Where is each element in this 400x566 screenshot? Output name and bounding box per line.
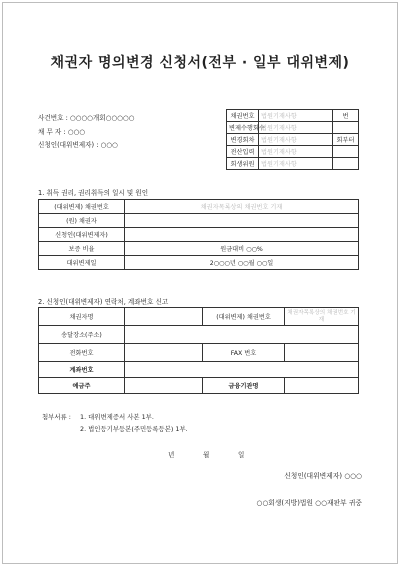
phone-label: 전화번호: [39, 344, 125, 362]
attachments-label: 첨부서류 :: [42, 413, 71, 421]
case-number: 사건번호 : ○○○○개회○○○○○: [38, 114, 135, 122]
creditor-name-label: 채권자명: [39, 308, 125, 326]
section2-table: [38, 307, 359, 394]
applicant-line: 신청인(대위변제자) : ○○○: [38, 141, 118, 149]
section1-table: [38, 199, 359, 270]
court-use-box: [226, 109, 359, 170]
guarantee-ratio-field[interactable]: 원금대비 ○○%: [125, 242, 359, 256]
box-value: 법원기재사항: [259, 146, 333, 158]
box-label: 전산입력: [227, 146, 259, 158]
date-day: 일: [238, 451, 245, 459]
box-suffix: 번: [333, 110, 359, 122]
fax-field[interactable]: [285, 344, 359, 362]
box-suffix: 회부터: [333, 134, 359, 146]
claim-number-field[interactable]: 채권자목록상의 채권번호 기재: [285, 308, 359, 326]
claim-number-label: (대위변제) 채권번호: [39, 200, 125, 214]
box-label: 변경회차: [227, 134, 259, 146]
date-year: 년: [168, 451, 175, 459]
address-field[interactable]: [125, 326, 359, 344]
bank-field[interactable]: [285, 378, 359, 394]
attachment-item: 1. 대위변제증서 사본 1부.: [80, 413, 154, 421]
applicant-field[interactable]: [125, 228, 359, 242]
box-value: 법원기재사항: [259, 158, 333, 170]
box-label: 회생위원: [227, 158, 259, 170]
box-value: 법원기재사항: [259, 134, 333, 146]
original-creditor-field[interactable]: [125, 214, 359, 228]
date-month: 월: [203, 451, 210, 459]
claim-number-field[interactable]: 채권자목록상의 채권번호 기재: [125, 200, 359, 214]
bank-label: 금융기관명: [203, 378, 285, 394]
subrogation-date-label: 대위변제일: [39, 256, 125, 270]
box-value: 법원기재사항: [259, 110, 333, 122]
box-suffix: [333, 158, 359, 170]
section1-heading: 1. 취득 권리, 권리취득의 일시 및 원인: [38, 189, 149, 197]
debtor: 채 무 자 : ○○○: [38, 128, 85, 136]
box-value: 법원기재사항: [259, 122, 333, 134]
account-label: 계좌번호: [39, 362, 125, 378]
box-label: 채권번호: [227, 110, 259, 122]
box-suffix: [333, 122, 359, 134]
phone-field[interactable]: [125, 344, 203, 362]
document-title: 채권자 명의변경 신청서(전부 · 일부 대위변제): [50, 55, 350, 71]
subrogation-date-field[interactable]: 2○○○년 ○○월 ○○일: [125, 256, 359, 270]
claim-number-label: (대위변제) 채권번호: [203, 308, 285, 326]
box-suffix: [333, 146, 359, 158]
section2-heading: 2. 신청인(대위변제자) 연락처, 계좌번호 신고: [38, 298, 169, 306]
attachment-item: 2. 법인등기부등본(주민등록등본) 1부.: [80, 425, 188, 433]
guarantee-ratio-label: 보증 비율: [39, 242, 125, 256]
court-recipient: ○○회생(지방)법원 ○○재판부 귀중: [256, 499, 362, 507]
account-field[interactable]: [125, 362, 359, 378]
holder-label: 예금주: [39, 378, 125, 394]
applicant-label: 신청인(대위변제자): [39, 228, 125, 242]
original-creditor-label: (원) 채권자: [39, 214, 125, 228]
box-label: 변제수행회수: [227, 122, 259, 134]
applicant-signature: 신청인(대위변제자) ○○○: [284, 472, 362, 480]
address-label: 송달장소(주소): [39, 326, 125, 344]
fax-label: FAX 번호: [203, 344, 285, 362]
creditor-name-field[interactable]: [125, 308, 203, 326]
holder-field[interactable]: [125, 378, 203, 394]
